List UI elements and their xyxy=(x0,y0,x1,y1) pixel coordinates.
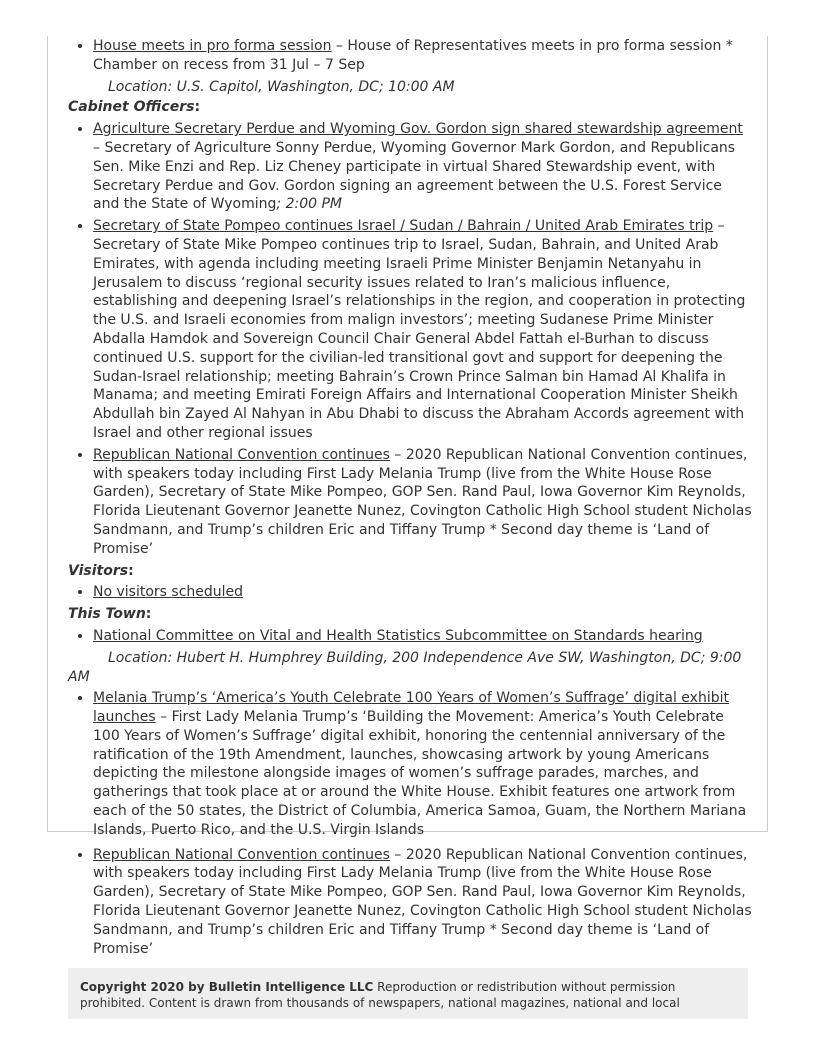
event-link-rnc-continues[interactable]: Republican National Convention continues xyxy=(93,446,390,463)
section-heading-this-town: This Town: xyxy=(68,606,152,623)
visitors-list xyxy=(68,583,752,602)
house-list xyxy=(68,37,752,75)
copyright-footer xyxy=(68,968,748,1019)
event-description: – Secretary of Agriculture Sonny Perdue, Wyoming Governor Mark Gordon, and Republicans Sen. Mike Enzi and Rep. Liz Cheney participate in virtual Shared Stewardship event, with Secretary Perdue and Gov. Gordon signing an agreement between the U.S. Forest Service and the State of Wyoming xyxy=(93,139,736,213)
list-item xyxy=(93,37,752,75)
event-description: – House of Representatives meets in pro forma session * Chamber on recess from 31 Jul – 7 Sep xyxy=(93,38,733,73)
list-item xyxy=(93,446,752,559)
event-link-ncvhs-hearing[interactable]: National Committee on Vital and Health Statistics Subcommittee on Standards hearing xyxy=(93,627,703,644)
copyright-notice: Copyright 2020 by Bulletin Intelligence LLC xyxy=(80,980,374,994)
section-heading-visitors: Visitors: xyxy=(68,562,134,579)
cabinet-list xyxy=(68,120,752,558)
event-link-rnc-continues-town[interactable]: Republican National Convention continues xyxy=(93,846,390,863)
event-description: – 2020 Republican National Convention continues, with speakers today including First Lady Melania Trump (live from the White House Rose Garden), Secretary of State Mike Pompeo, GOP Sen. Rand Paul, Iowa Governor Kim Reynolds, Florida Lieutenant Governor Jeanette Nunez, Covington Catholic High School student Nicholas Sandmann, and Trump’s children Eric and Tiffany Trump * Second day theme is ‘Land of Promise’ xyxy=(93,846,752,957)
event-link-no-visitors[interactable]: No visitors scheduled xyxy=(93,584,244,601)
copyright-text: Reproduction or redistribution without permission prohibited. Content is drawn from thousands of newspapers, national magazines, national and local xyxy=(80,980,680,1010)
list-item xyxy=(93,217,752,443)
list-item xyxy=(93,846,752,959)
schedule-content xyxy=(68,37,752,961)
event-time: ; 2:00 PM xyxy=(276,196,342,213)
list-item xyxy=(93,627,752,646)
event-description: – First Lady Melania Trump’s ‘Building the Movement: America’s Youth Celebrate 100 Years of Women’s Suffrage’ digital exhibit, honoring the centennial anniversary of the ratification of the 19th Amendment, launches, showcasing artwork by young Americans depicting the milestone alongside images of women’s suffrage parades, marches, and gatherings that took place at or around the White House. Exhibit features one artwork from each of the 50 states, the District of Columbia, America Samoa, Guam, the Northern Mariana Islands, Puerto Rico, and the U.S. Virgin Islands xyxy=(93,709,747,838)
event-description: – 2020 Republican National Convention continues, with speakers today including First Lady Melania Trump (live from the White House Rose Garden), Secretary of State Mike Pompeo, GOP Sen. Rand Paul, Iowa Governor Kim Reynolds, Florida Lieutenant Governor Jeanette Nunez, Covington Catholic High School student Nicholas Sandmann, and Trump’s children Eric and Tiffany Trump * Second day theme is ‘Land of Promise’ xyxy=(93,446,752,557)
list-item xyxy=(93,120,752,214)
section-heading-cabinet: Cabinet Officers: xyxy=(68,99,201,116)
event-link-pompeo-trip[interactable]: Secretary of State Pompeo continues Israel / Sudan / Bahrain / United Arab Emirates trip xyxy=(93,218,714,235)
town-list-a xyxy=(68,627,752,646)
event-link-perdue-gordon[interactable]: Agriculture Secretary Perdue and Wyoming Gov. Gordon sign shared stewardship agreement xyxy=(93,121,743,138)
town-list-b xyxy=(68,689,752,958)
event-description: – Secretary of State Mike Pompeo continues trip to Israel, Sudan, Bahrain, and United Arab Emirates, with agenda including meeting Israeli Prime Minister Benjamin Netanyahu in Jerusalem to discuss ‘regional security issues related to Iran’s malicious influence, establishing and deepening Israel’s relationships in the region, and cooperation in protecting the U.S. and Israeli economies from malign investors’; meeting Sudanese Prime Minister Abdalla Hamdok and Sovereign Council Chair General Abdel Fattah el-Burhan to discuss continued U.S. support for the civilian-led transitional govt and support for deepening the Sudan-Israel relationship; meeting Bahrain’s Crown Prince Salman bin Hamad Al Khalifa in Manama; and meeting Emirati Foreign Affairs and International Cooperation Minister Sheikh Abdullah bin Zayed Al Nahyan in Abu Dhabi to discuss the Abraham Accords agreement with Israel and other regional issues xyxy=(93,218,746,441)
list-item xyxy=(93,689,752,839)
event-link-melania-exhibit[interactable]: Melania Trump’s ‘America’s Youth Celebrate 100 Years of Women’s Suffrage’ digital exhibit launches xyxy=(93,690,729,726)
event-link-house-pro-forma[interactable]: House meets in pro forma session xyxy=(93,38,332,54)
event-location: Location: U.S. Capitol, Washington, DC; 10:00 AM xyxy=(108,78,455,95)
event-location: Location: Hubert H. Humphrey Building, 200 Independence Ave SW, Washington, DC; 9:00 AM xyxy=(68,649,742,685)
list-item xyxy=(93,583,752,602)
